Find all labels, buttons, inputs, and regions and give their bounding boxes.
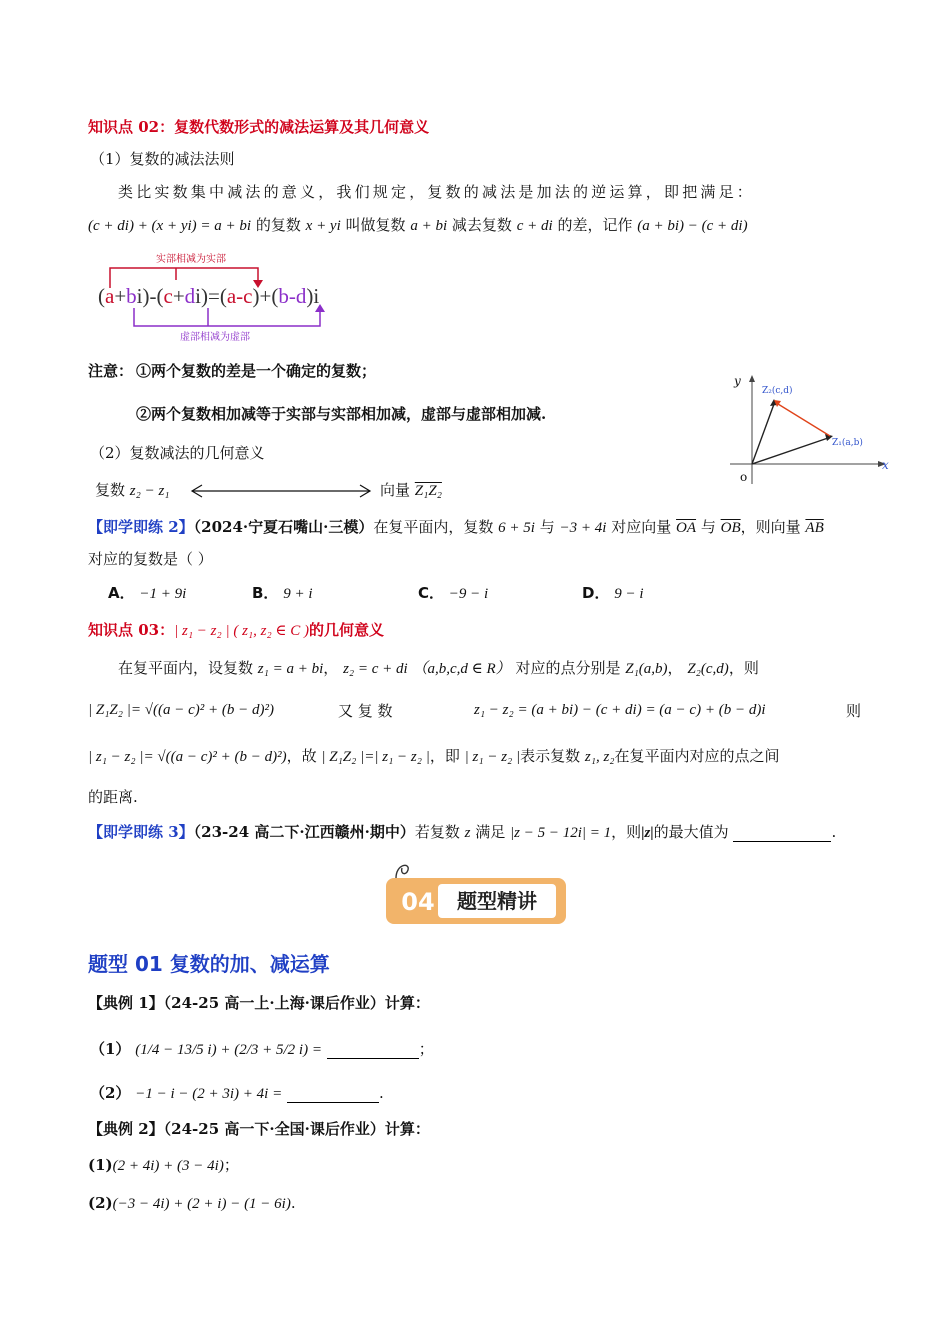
punct: . [290, 1194, 296, 1212]
double-arrow [188, 481, 374, 501]
text: ， [667, 659, 683, 677]
kp03-line2 [88, 700, 274, 719]
kp03-line1 [118, 657, 759, 678]
math-expr: | Z₁Z₂ |=| z₁ − z₂ | [321, 749, 430, 765]
x-axis-label: x [882, 458, 889, 472]
math-expr: a + bi [410, 218, 448, 234]
example-1-q2: （2） −1 − i − (2 + 3i) + 4i = . [90, 1084, 384, 1102]
math-expr: | z₁ − z₂ | [464, 749, 521, 765]
text: 满足 [475, 823, 506, 841]
vector-oz1 [752, 438, 828, 464]
math-expr: x + yi [305, 218, 341, 234]
math-expr: −1 − i − (2 + 3i) + 4i = [135, 1086, 283, 1102]
text: ，则 [728, 659, 759, 677]
text: 在复平面内对应的点之间 [614, 747, 780, 765]
term-b-minus-d: b-d [278, 284, 307, 308]
example-tag: 【典例 1】 [88, 994, 164, 1012]
text: ，故 [286, 747, 317, 765]
exercise-3: 【即学即练 3】（23-24 高二下·江西赣州·期中）若复数 z 满足 |z − 5 − 12i| = 1，则|z|的最大值为 . [88, 823, 837, 841]
math-expr: |z − 5 − 12i| = 1 [510, 825, 612, 841]
exercise-2-line2: 对应的复数是（ ） [88, 550, 213, 568]
diagram-bottom-label: 虚部相减为虚部 [180, 332, 250, 343]
exercise-source: （2024·宁夏石嘴山·三模） [193, 518, 374, 536]
math-expr: z₂ − z₁ [129, 483, 170, 499]
text: ， [323, 659, 339, 677]
text: 向量 [380, 481, 411, 499]
math-expr: −3 + 4i [559, 520, 607, 536]
math-expr: (c + di) + (x + yi) = a + bi [88, 218, 252, 234]
text: 的差，记作 [557, 216, 633, 234]
subtraction-diagram [98, 244, 388, 342]
section-badge [386, 878, 566, 924]
text: 若复数 [414, 823, 460, 841]
z2-label: Z₂(c,d) [762, 386, 793, 396]
paren: ( [98, 284, 105, 308]
imag-bracket [134, 308, 320, 326]
option-letter: B． [252, 584, 279, 602]
math-expr: z₁ − z₂ = (a + bi) − (c + di) = (a − c) + (b − d)i [474, 702, 766, 718]
math-var: z [464, 825, 471, 841]
exercise-tag: 【即学即练 2】 [88, 518, 194, 536]
option-value: −9 − i [448, 586, 489, 602]
kp03-line2-mid: 又 复 数 [338, 702, 393, 720]
text: ，即 [429, 747, 460, 765]
imag-unit: i [136, 284, 143, 308]
example-2-q2 [88, 1194, 296, 1213]
math-expr: (a + bi) − (c + di) [637, 218, 748, 234]
kp02-definition [88, 214, 748, 235]
math-expr: |z| [641, 825, 654, 841]
example-tag: 【典例 2】 [88, 1120, 164, 1138]
kp03-line4: 的距离. [88, 788, 138, 806]
punct: ； [223, 1156, 239, 1174]
term-b: b [126, 284, 137, 308]
text: 对应的点分别是 [515, 659, 621, 677]
option-c[interactable] [418, 582, 488, 603]
answer-blank[interactable] [733, 827, 831, 842]
text: 的复数 [255, 216, 301, 234]
kp02-section2-title: （2）复数减法的几何意义 [90, 444, 265, 462]
kp03-line3 [88, 745, 780, 766]
exercise-tag: 【即学即练 3】 [88, 823, 194, 841]
term-d: d [184, 284, 196, 308]
text: 在复平面内，复数 [373, 518, 494, 536]
math-expr: (−3 − 4i) + (2 + i) − (1 − 6i) [112, 1196, 291, 1212]
question-label: (2) [88, 1194, 113, 1212]
kp03-line2-end: 则 [846, 702, 862, 720]
vector-z1z2 [778, 404, 830, 436]
math-expr: | z₁ − z₂ |= √((a − c)² + (b − d)²) [88, 749, 287, 765]
note-label: 注意： [88, 362, 134, 380]
diagram-top-label: 实部相减为实部 [156, 254, 226, 265]
diagram-formula [98, 284, 319, 309]
option-value: −1 + 9i [139, 586, 187, 602]
kp03-title [88, 619, 384, 640]
math-expr: z₂ = c + di [343, 661, 408, 677]
option-letter: D． [582, 584, 610, 602]
exercise-source: （23-24 高二下·江西赣州·期中） [193, 823, 415, 841]
example-2-header [88, 1118, 430, 1139]
title-part: 的几何意义 [309, 621, 385, 639]
example-1-q1: （1） (1/4 − 13/5 i) + (2/3 + 5/2 i) = ； [90, 1040, 434, 1058]
example-source: （24-25 高一上·上海·课后作业）计算： [163, 994, 430, 1012]
term-a: a [105, 284, 115, 308]
text: 与 [700, 518, 716, 536]
figure-svg [728, 372, 892, 490]
text: 表示复数 [520, 747, 581, 765]
text: 复数 [95, 481, 126, 499]
vector-oa: $\overline{OA}$ [676, 520, 697, 536]
math-expr: | Z₁Z₂ |= √((a − c)² + (b − d)²) [88, 702, 274, 718]
text: 与 [539, 518, 555, 536]
plus: )+( [252, 284, 279, 308]
math-expr: z₁ = a + bi [257, 661, 324, 677]
math-vector: Z₁Z₂ [414, 483, 442, 499]
kp02-title: 知识点 02：复数代数形式的减法运算及其几何意义 [88, 118, 430, 136]
kp02-section1-title: （1）复数的减法法则 [90, 150, 235, 168]
option-b[interactable] [252, 582, 313, 603]
note-1: ①两个复数的差是一个确定的复数； [136, 362, 377, 380]
equals: )=( [201, 284, 227, 308]
vector-oz2 [752, 404, 774, 464]
example-1-header [88, 992, 430, 1013]
text: 减去复数 [451, 216, 512, 234]
option-letter: C． [418, 584, 445, 602]
question-label: （1） [90, 1040, 131, 1058]
text: 在复平面内，设复数 [118, 659, 254, 677]
example-source: （24-25 高一下·全国·课后作业）计算： [163, 1120, 430, 1138]
tail: )i [306, 284, 320, 308]
answer-blank[interactable] [287, 1088, 379, 1103]
text: ，则向量 [740, 518, 801, 536]
text: 的最大值为 [653, 823, 729, 841]
y-axis-label: y [734, 374, 741, 388]
geo-right [380, 479, 442, 500]
example-2-q1 [88, 1154, 239, 1175]
plus: + [172, 284, 185, 308]
section-label: 题型精讲 [438, 884, 556, 918]
note-2: ②两个复数相加减等于实部与实部相加减，虚部与虚部相加减. [136, 405, 547, 423]
term-a-minus-c: a-c [226, 284, 253, 308]
math-expr: (1/4 − 13/5 i) + (2/3 + 5/2 i) = [135, 1042, 322, 1058]
text: 叫做复数 [345, 216, 406, 234]
option-d[interactable] [582, 582, 644, 603]
type01-heading: 题型 01 复数的加、减运算 [88, 952, 330, 976]
geo-left [95, 479, 170, 500]
question-label: (1) [88, 1156, 113, 1174]
title-math: | z₁ − z₂ | ( z₁, z₂ ∈ C ) [174, 623, 310, 639]
option-a[interactable] [108, 582, 186, 603]
complex-plane-figure [728, 372, 892, 490]
answer-blank[interactable] [327, 1044, 419, 1059]
plus: + [114, 284, 127, 308]
math-expr: （a,b,c,d ∈ R） [412, 661, 511, 677]
section-number: 04 [401, 888, 435, 916]
math-expr: z₁, z₂ [584, 749, 615, 765]
vector-ob: $\overline{OB}$ [720, 520, 741, 536]
minus: )-( [142, 284, 164, 308]
text: ，则 [611, 823, 642, 841]
math-expr: 6 + 5i [498, 520, 535, 536]
option-value: 9 + i [283, 586, 313, 602]
math-expr: Z₁(a,b) [625, 661, 668, 677]
vector-ab: $\overline{AB}$ [805, 520, 824, 536]
imag-unit: i [195, 284, 202, 308]
kp02-intro: 类比实数集中减法的意义，我们规定，复数的减法是加法的逆运算，即把满足： [118, 183, 756, 201]
option-letter: A． [108, 584, 135, 602]
math-expr: c + di [516, 218, 553, 234]
term-c: c [163, 284, 173, 308]
option-value: 9 − i [614, 586, 644, 602]
origin-label: o [740, 470, 748, 484]
y-axis-arrow [749, 375, 755, 382]
text: 对应向量 [611, 518, 672, 536]
title-part: 知识点 03： [88, 621, 175, 639]
math-expr: (2 + 4i) + (3 − 4i) [112, 1158, 224, 1174]
question-label: （2） [90, 1084, 131, 1102]
z1-label: Z₁(a,b) [832, 438, 863, 448]
exercise-2-line1 [88, 516, 824, 537]
math-expr: Z₂(c,d) [687, 661, 729, 677]
kp03-line2-expr [474, 700, 765, 719]
